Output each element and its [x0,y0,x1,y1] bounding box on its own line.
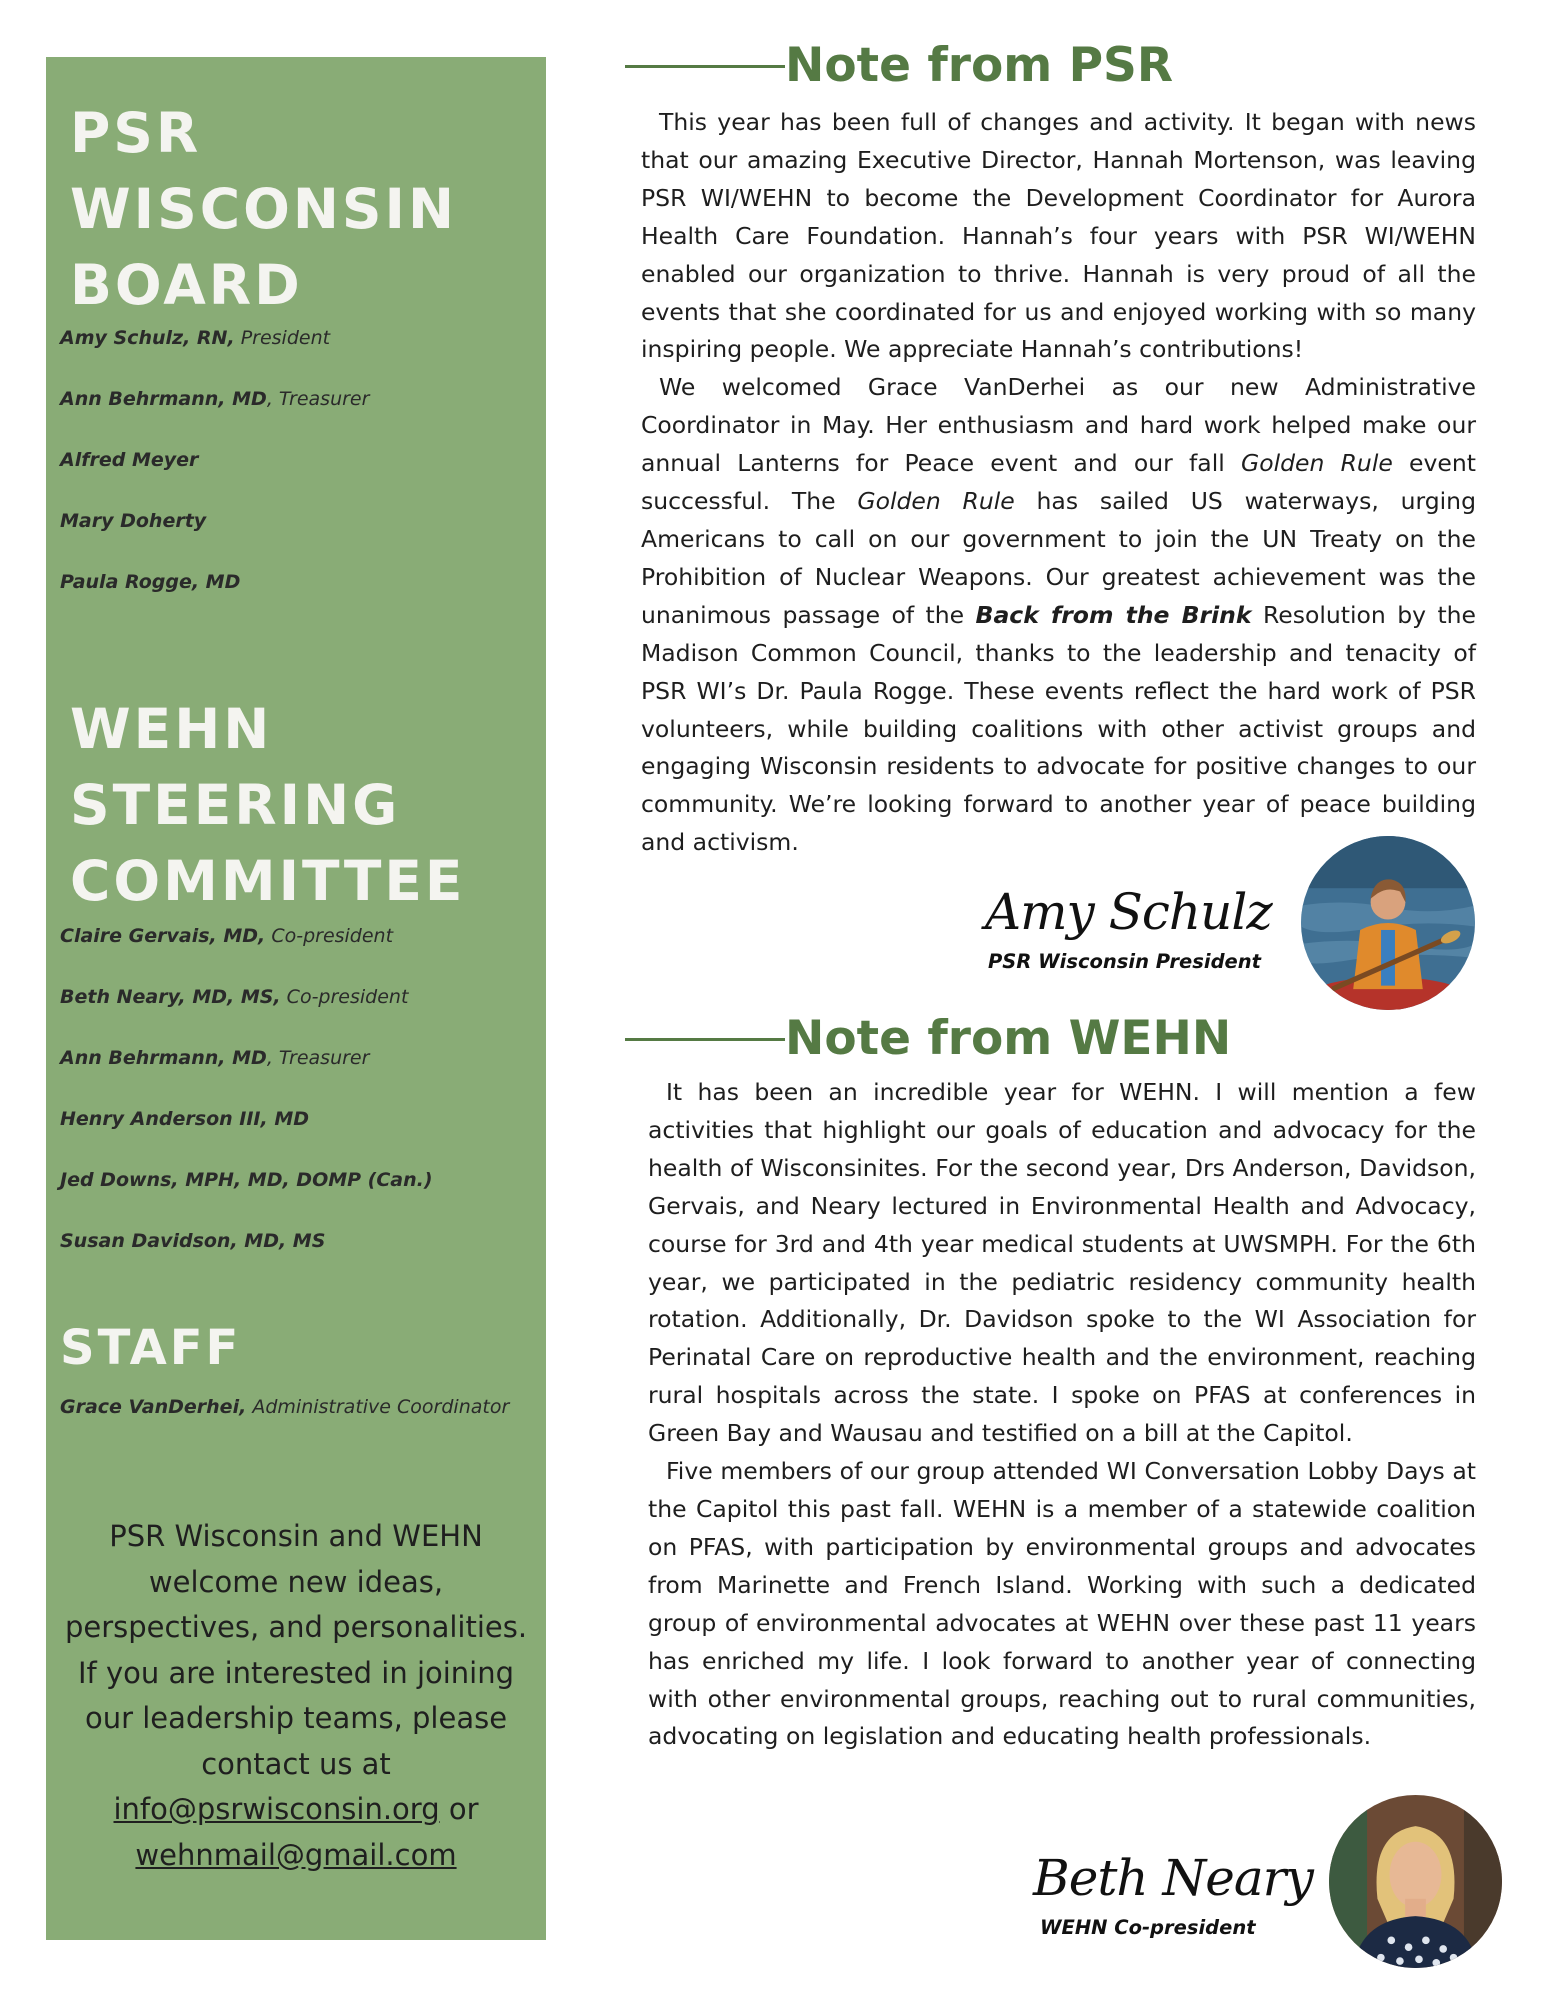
title-rule [625,65,785,68]
amy-schulz-photo [1301,836,1475,1010]
psr-paragraph-1: This year has been full of changes and activity. It began with news that our amazing Executive Director, Hannah Mortenson, was leaving PSR WI/WEHN to become the Development Coordinator for Aurora Health Care Foundation. Hannah’s four years with PSR WI/WEHN enabled our organization to thrive. Hannah is very proud of all the events that she coordinated for us and enjoyed working with so many inspiring people. We appreciate Hannah’s contributions! [641,108,1476,364]
list-item: Amy Schulz, RN, President [60,327,331,349]
list-item: Susan Davidson, MD, MS [60,1230,326,1252]
list-item: Grace VanDerhei, Administrative Coordinator [60,1396,510,1418]
list-item: Paula Rogge, MD [60,571,241,593]
psr-signer-title: PSR Wisconsin President [988,950,1261,973]
list-item: Ann Behrmann, MD, Treasurer [60,1047,370,1069]
title-rule [625,1038,785,1041]
beth-neary-photo [1329,1795,1502,1968]
wehn-email-link[interactable]: wehnmail@gmail.com [135,1837,457,1872]
psr-email-link[interactable]: info@psrwisconsin.org [113,1792,440,1826]
staff-heading: STAFF [60,1320,242,1376]
psr-note-body [641,104,1476,862]
wehn-paragraph-2: Five members of our group attended WI Conversation Lobby Days at the Capitol this past fall. WEHN is a member of a statewide coalition on PFAS, with participation by environmental groups and advocates from Marinette and French Island. Working with such a dedicated group of environmental advocates at WEHN over these past 11 years has enriched my life. I look forward to another year of connecting with other environmental groups, reaching out to rural communities, advocating on legislation and educating health professionals. [648,1457,1476,1751]
list-item: Henry Anderson III, MD [60,1108,309,1130]
list-item: Alfred Meyer [60,449,199,471]
amy-schulz-signature: Amy Schulz [985,883,1272,941]
portrait-photo-graphic [1329,1795,1502,1968]
list-item: Mary Doherty [60,510,207,532]
sidebar [46,57,546,1940]
psr-note-title: Note from PSR [625,36,1173,96]
join-callout: PSR Wisconsin and WEHN welcome new ideas, perspectives, and personalities. If you are interested in joining our leadership teams, please contact us at info@psrwisconsin.org or wehnmail@gmail.com [64,1519,528,1872]
list-item: Jed Downs, MPH, MD, DOMP (Can.) [60,1169,433,1191]
kayaker-photo-graphic [1301,836,1475,1010]
board-member-list [60,326,369,631]
committee-heading: WEHN STEERING COMMITTEE [70,697,466,913]
list-item: Ann Behrmann, MD, Treasurer [60,388,370,410]
psr-paragraph-2: We welcomed Grace VanDerhei as our new Administrative Coordinator in May. Her enthusiasm and hard work helped make our annual Lanterns for Peace event and our fall Golden Rule event successful. The Golden Rule has sailed US waterways, urging Americans to call on our government to join the UN Treaty on the Prohibition of Nuclear Weapons. Our greatest achievement was the unanimous passage of the Back from the Brink Resolution by the Madison Common Council, thanks to the leadership and tenacity of PSR WI’s Dr. Paula Rogge. These events reflect the hard work of PSR volunteers, while building coalitions with other activist groups and engaging Wisconsin residents to advocate for positive changes to our community. We’re looking forward to another year of peace building and activism. [641,373,1477,857]
list-item: Claire Gervais, MD, Co-president [60,925,394,947]
wehn-note-body [648,1074,1476,1756]
staff-member-list [60,1395,509,1456]
beth-neary-signature: Beth Neary [1033,1849,1313,1907]
committee-member-list [60,924,433,1290]
wehn-paragraph-1: It has been an incredible year for WEHN. I will mention a few activities that highlight our goals of education and advocacy for the health of Wisconsinites. For the second year, Drs Anderson, Davidson, Gervais, and Neary lectured in Environmental Health and Advocacy, course for 3rd and 4th year medical students at UWSMPH. For the 6th year, we participated in the pediatric residency community health rotation. Additionally, Dr. Davidson spoke to the WI Association for Perinatal Care on reproductive health and the environment, reaching rural hospitals across the state. I spoke on PFAS at conferences in Green Bay and Wausau and testified on a bill at the Capitol. [648,1078,1476,1448]
list-item: Beth Neary, MD, MS, Co-president [60,986,409,1008]
board-heading: PSR WISCONSIN BOARD [70,101,457,317]
wehn-signer-title: WEHN Co-president [1040,1916,1256,1939]
wehn-note-title: Note from WEHN [625,1009,1231,1069]
